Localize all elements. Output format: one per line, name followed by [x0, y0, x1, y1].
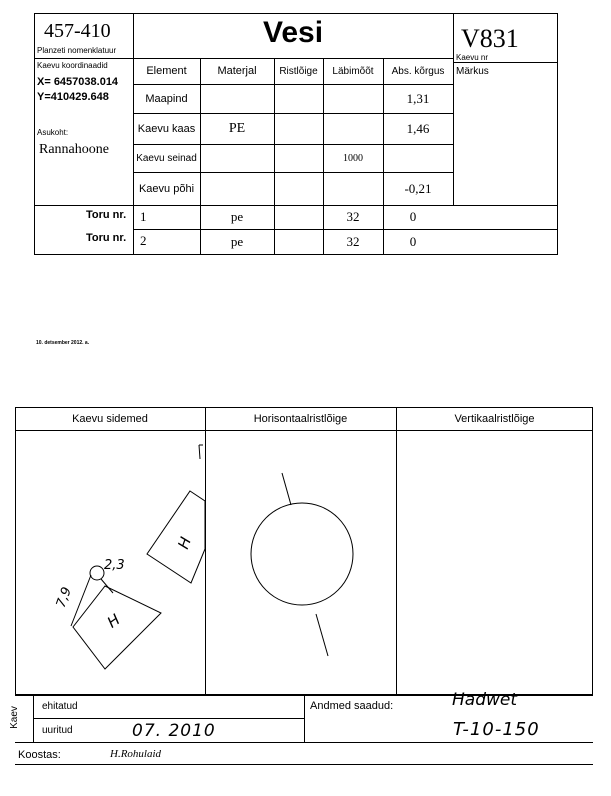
- footer-side-label: Kaev: [8, 706, 20, 729]
- updated-value: 07. 2010: [132, 721, 216, 741]
- pipe-elevation: 0: [409, 234, 417, 249]
- pipe-label: Toru nr.: [86, 209, 127, 221]
- horizontal-section-drawing: [205, 431, 396, 695]
- vertical-title: Vertikaalristlõige: [454, 413, 535, 425]
- sketch-label: 2,3: [104, 558, 125, 573]
- sheet-code-label: Planzeti nomenklatuur: [37, 46, 117, 55]
- pipe-number: 2: [140, 233, 147, 248]
- connections-title: Kaevu sidemed: [72, 413, 148, 425]
- coord-x: X= 6457038.014: [37, 76, 119, 88]
- pipe-elevation: 0: [409, 209, 417, 224]
- col-divider-2: [274, 58, 275, 255]
- col-header-element: Element: [146, 65, 187, 77]
- row-element: Kaevu seinad: [136, 152, 197, 164]
- row-elevation: 1,31: [406, 90, 430, 106]
- footer-bottom: [15, 742, 593, 743]
- row-element: Kaevu põhi: [138, 182, 195, 195]
- horizontal-title: Horisontaalristlõige: [253, 413, 348, 425]
- sketch-label: H: [103, 610, 124, 632]
- location-label: Asukoht:: [37, 128, 69, 137]
- source-label: Andmed saadud:: [310, 700, 394, 712]
- row-element: Kaevu kaas: [137, 122, 196, 135]
- sheet-code-divider: [34, 58, 133, 59]
- row-material: PE: [228, 120, 246, 136]
- footer-row-divider: [33, 718, 304, 719]
- sheet-code: 457-410: [44, 20, 111, 42]
- diagram-col-divider-2: [396, 407, 397, 695]
- source-code: T-10-150: [453, 719, 540, 740]
- col-header-material: Materjal: [217, 65, 257, 77]
- pipe-material: pe: [230, 234, 244, 249]
- right-column-divider: [453, 13, 454, 206]
- pipe-number: 1: [140, 209, 147, 224]
- row-diameter: 1000: [343, 152, 363, 164]
- row-element: Maapind: [145, 92, 188, 105]
- built-label: ehitatud: [42, 701, 78, 712]
- notes-label: Märkus: [456, 66, 489, 77]
- pipe-diameter: 32: [346, 234, 360, 249]
- well-number-label: Kaevu nr: [456, 53, 489, 62]
- footer-side-divider: [33, 695, 34, 743]
- row-elevation: -0,21: [404, 180, 432, 196]
- sketch-label: H: [174, 534, 196, 552]
- col-header-section: Ristlõige: [279, 65, 318, 77]
- source-signature: Hadwet: [452, 690, 518, 710]
- sketch-label: 7,9: [53, 585, 75, 610]
- date-line: 10. detsember 2012. a.: [36, 340, 90, 346]
- compiled-underline: [15, 764, 593, 765]
- compiled-label: Koostas:: [18, 749, 61, 761]
- compiled-value: H.Rohulaid: [110, 748, 162, 760]
- pipe-material: pe: [230, 209, 244, 224]
- updated-label: uuritud: [42, 725, 73, 736]
- left-block-bottom: [34, 205, 133, 206]
- footer-mid-divider: [304, 695, 305, 743]
- well-number: V831: [461, 24, 519, 53]
- location-value: Rannahoone: [39, 142, 109, 157]
- coord-y: Y=410429.648: [37, 91, 109, 103]
- pipe-label: Toru nr.: [86, 232, 127, 244]
- page-title: Vesi: [262, 16, 324, 49]
- col-header-diameter: Läbimõõt: [332, 65, 374, 77]
- pipe-diameter: 32: [346, 209, 360, 224]
- row-elevation: 1,46: [406, 120, 430, 136]
- coords-label: Kaevu koordinaadid: [37, 61, 108, 70]
- well-number-divider: [453, 62, 558, 63]
- col-header-elevation: Abs. kõrgus: [391, 65, 445, 77]
